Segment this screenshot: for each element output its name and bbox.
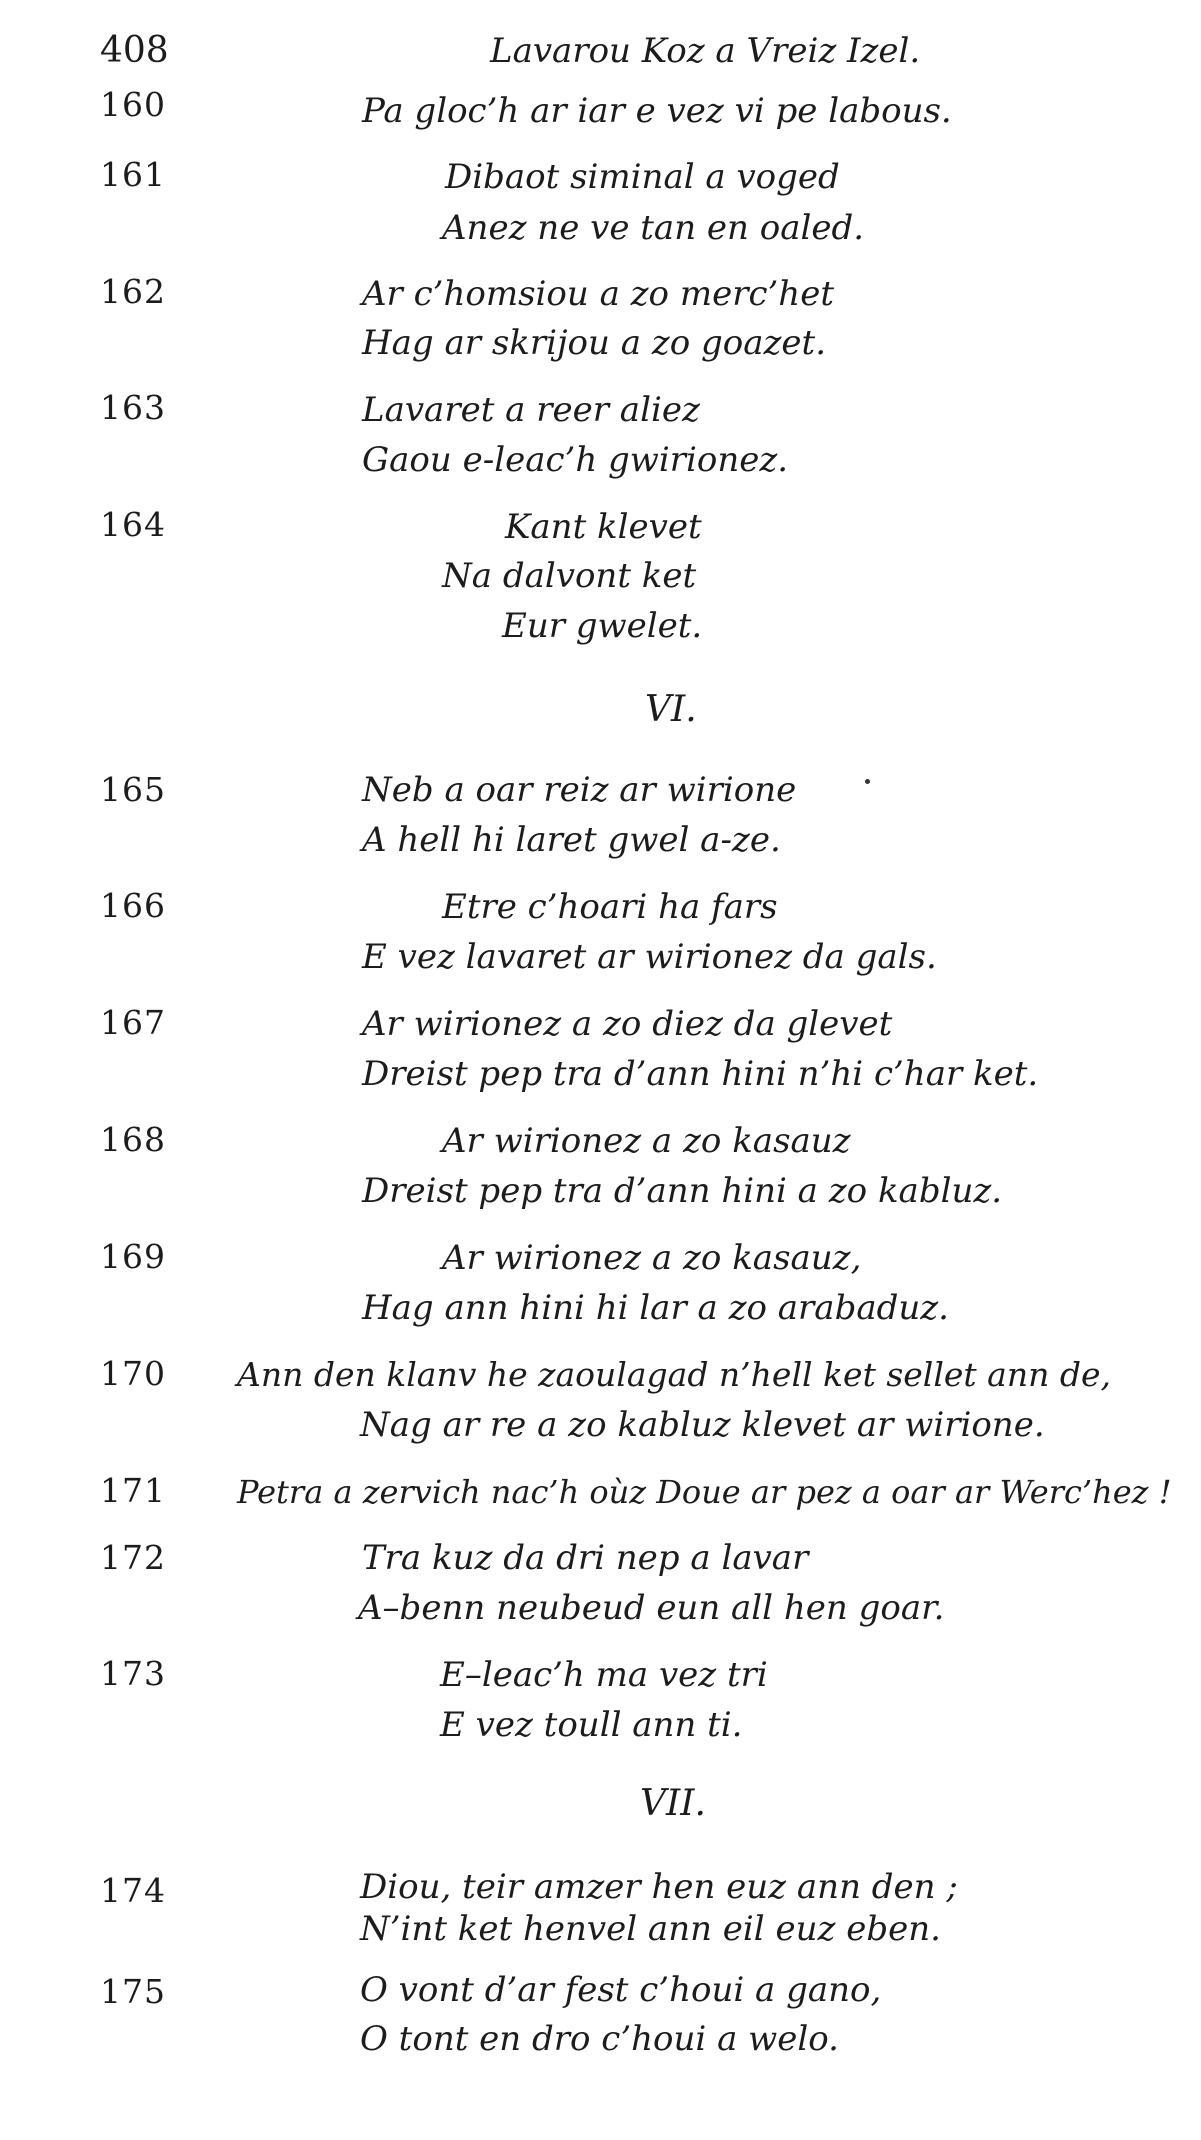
proverb-line: Anez ne ve tan en oaled. [442,208,865,248]
proverb-number: 166 [100,886,166,925]
proverb-line: E vez lavaret ar wirionez da gals. [362,937,937,977]
proverb-line: O tont en dro c’houi a welo. [360,2019,839,2059]
proverb-line: Hag ar skrijou a zo goazet. [362,323,826,363]
proverb-number: 172 [100,1538,166,1577]
proverb-line: Dibaot siminal a voged [445,157,840,197]
proverb-line: Ar c’homsiou a zo merc’het [362,274,834,314]
proverb-line: Gaou e-leac’h gwirionez. [362,440,789,480]
proverb-number: 162 [100,272,166,311]
section-heading: VII. [640,1783,706,1824]
page-number: 408 [100,30,169,71]
proverb-number: 168 [100,1120,166,1159]
proverb-line: Na dalvont ket [442,556,697,596]
proverb-line: Pa gloc’h ar iar e vez vi pe labous. [362,91,952,131]
proverb-number: 173 [100,1654,166,1693]
proverb-number: 171 [100,1471,166,1510]
proverb-number: 165 [100,770,166,809]
proverb-line: A–benn neubeud eun all hen goar. [358,1588,945,1628]
proverb-line: Etre c’hoari ha fars [442,887,778,927]
running-title: Lavarou Koz a Vreiz Izel. [490,31,921,71]
proverb-number: 167 [100,1003,166,1042]
proverb-line: A hell hi laret gwel a-ze. [362,820,781,860]
ink-speck [865,779,870,784]
proverb-line: N’int ket henvel ann eil euz eben. [360,1909,941,1949]
proverb-line: Ar wirionez a zo diez da glevet [362,1004,893,1044]
proverb-number: 175 [100,1972,166,2011]
proverb-number: 160 [100,85,166,124]
proverb-number: 174 [100,1871,166,1910]
proverb-line: Ann den klanv he zaoulagad n’hell ket sellet ann de, [237,1355,1112,1394]
proverb-line: Dreist pep tra d’ann hini a zo kabluz. [362,1171,1003,1211]
proverb-line: Eur gwelet. [502,606,703,646]
proverb-line: Petra a zervich nac’h oùz Doue ar pez a oar ar Werc’hez ! [237,1473,1172,1511]
proverb-line: Lavaret a reer aliez [362,390,700,430]
proverb-line: Nag ar re a zo kabluz klevet ar wirione. [360,1405,1045,1445]
proverb-line: Neb a oar reiz ar wirione [362,770,797,810]
proverb-line: E vez toull ann ti. [440,1705,743,1745]
proverb-line: E–leac’h ma vez tri [440,1655,768,1695]
section-heading: VI. [645,689,697,730]
proverb-line: Hag ann hini hi lar a zo arabaduz. [362,1288,949,1328]
proverb-line: Diou, teir amzer hen euz ann den ; [360,1867,958,1907]
proverb-line: Ar wirionez a zo kasauz [442,1121,851,1161]
proverb-number: 161 [100,155,166,194]
proverb-line: Tra kuz da dri nep a lavar [362,1538,809,1578]
proverb-line: Ar wirionez a zo kasauz, [442,1238,862,1278]
proverb-number: 163 [100,388,166,427]
proverb-number: 170 [100,1354,166,1393]
proverb-line: O vont d’ar fest c’houi a gano, [360,1970,882,2010]
proverb-line: Kant klevet [505,507,702,547]
proverb-number: 169 [100,1237,166,1276]
proverb-number: 164 [100,505,166,544]
proverb-line: Dreist pep tra d’ann hini n’hi c’har ket. [362,1054,1039,1094]
